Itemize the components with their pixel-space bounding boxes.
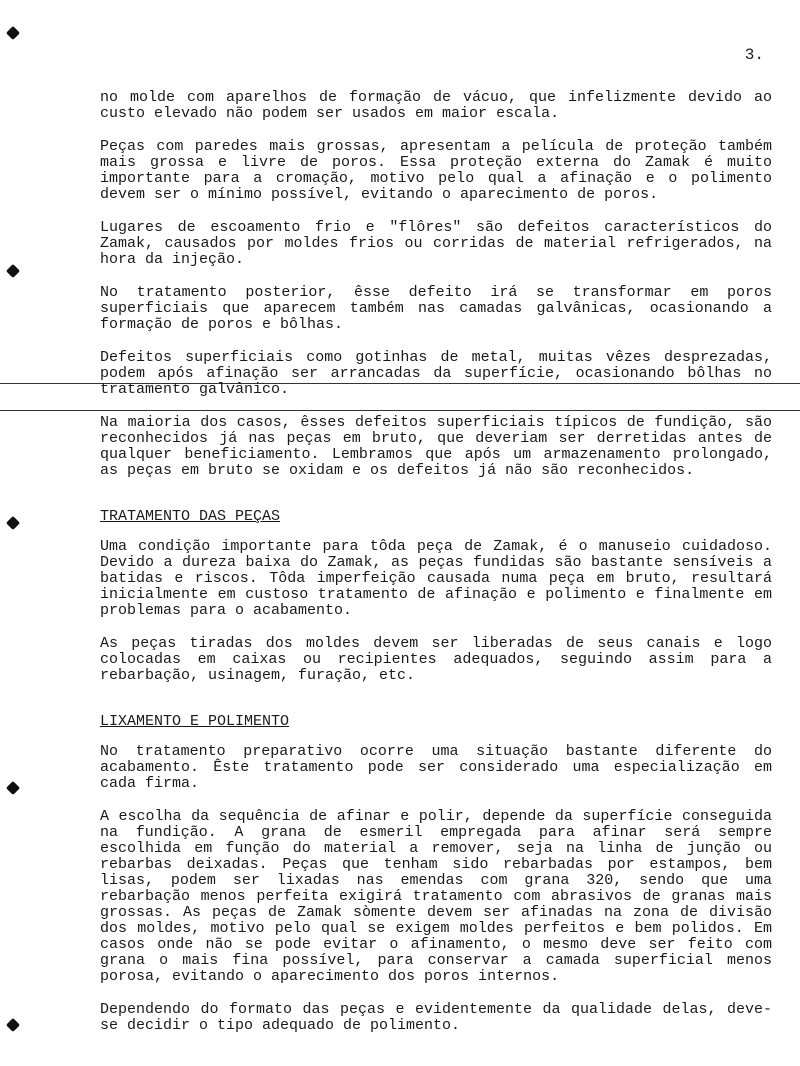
paragraph: Na maioria dos casos, êsses defeitos superficiais típicos de fundição, são reconhecidos já nas peças em bruto, que deveriam ser derretidas antes de qualquer beneficiamento. Lembramos que após um armazenamento prolongado, as peças em bruto se oxidam e os defeitos já não são reconhecidos. xyxy=(100,414,772,479)
paragraph: no molde com aparelhos de formação de vácuo, que infelizmente devido ao custo elevado não podem ser usados em maior escala. xyxy=(100,89,772,122)
punch-hole-mark xyxy=(6,26,20,40)
punch-hole-mark xyxy=(6,781,20,795)
section-heading: TRATAMENTO DAS PEÇAS xyxy=(100,508,281,525)
punch-hole-mark xyxy=(6,264,20,278)
section-heading: LIXAMENTO E POLIMENTO xyxy=(100,713,290,730)
punch-hole-mark xyxy=(6,1018,20,1032)
page-number: 3. xyxy=(744,46,764,64)
punch-hole-mark xyxy=(6,516,20,530)
paragraph: A escolha da sequência de afinar e polir, depende da superfície conseguida na fundição. A grana de esmeril empregada para afinar será sempre escolhida em função do material a remover, seja na linha de junção ou rebarbas deixadas. Peças que tenham sido rebarbadas por estampos, bem lisas, podem ser lixadas nas emendas com grana 320, sendo que uma rebarbação menos perfeita exigirá tratamento com abrasivos de granas mais grossas. As peças de Zamak sòmente devem ser afinadas na zona de divisão dos moldes, motivo pelo qual se exigem moldes perfeitos e bem polidos. Em casos onde não se pode evitar o afinamento, o mesmo deve ser feito com grana o mais fina possível, para conservar a camada superficial menos porosa, evitando o aparecimento dos poros internos. xyxy=(100,808,772,985)
paragraph: Dependendo do formato das peças e evidentemente da qualidade delas, deve-se decidir o tipo adequado de polimento. xyxy=(100,1001,772,1034)
paragraph: Defeitos superficiais como gotinhas de metal, muitas vêzes desprezadas, podem após afinação ser arrancadas da superfície, ocasionando bôlhas no tratamento galvânico. xyxy=(100,349,772,398)
paragraph: No tratamento posterior, êsse defeito irá se transformar em poros superficiais que aparecem também nas camadas galvânicas, ocasionando a formação de poros e bôlhas. xyxy=(100,284,772,333)
paragraph: Peças com paredes mais grossas, apresentam a película de proteção também mais grossa e livre de poros. Essa proteção externa do Zamak é muito importante para a cromação, motivo pelo qual a afinação e o polimento devem ser o mínimo possível, evitando o aparecimento de poros. xyxy=(100,138,772,203)
document-body xyxy=(100,90,772,1051)
paragraph: No tratamento preparativo ocorre uma situação bastante diferente do acabamento. Êste tratamento pode ser considerado uma especialização em cada firma. xyxy=(100,743,772,792)
paragraph: As peças tiradas dos moldes devem ser liberadas de seus canais e logo colocadas em caixas ou recipientes adequados, seguindo assim para a rebarbação, usinagem, furação, etc. xyxy=(100,635,772,684)
paragraph: Lugares de escoamento frio e "flôres" são defeitos característicos do Zamak, causados por moldes frios ou corridas de material refrigerados, na hora da injeção. xyxy=(100,219,772,268)
paragraph: Uma condição importante para tôda peça de Zamak, é o manuseio cuidadoso. Devido a dureza baixa do Zamak, as peças fundidas são bastante sensíveis a batidas e riscos. Tôda imperfeição causada numa peça em bruto, resultará inicialmente em custoso tratamento de afinação e polimento e finalmente em problemas para o acabamento. xyxy=(100,538,772,619)
